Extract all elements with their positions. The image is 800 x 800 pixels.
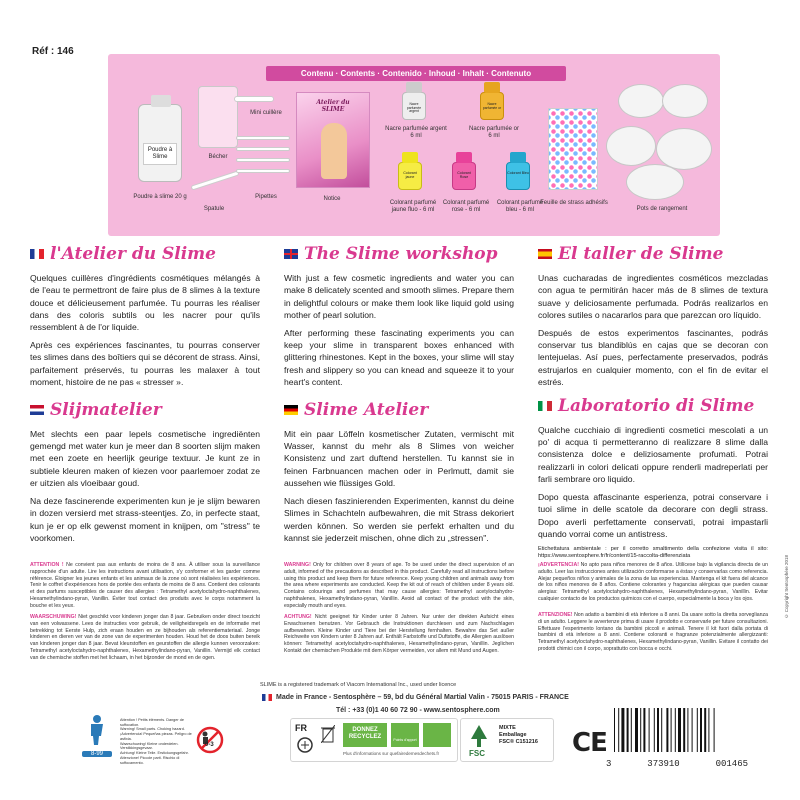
bottle-cap [151, 95, 171, 107]
section-de-title: Slime Atelier [304, 399, 429, 420]
warning-en [284, 562, 514, 609]
notice-label: Notice [323, 196, 341, 202]
mini-spoon [234, 96, 274, 102]
warning-es [538, 562, 768, 603]
warning-fr-text: Ne convient pas aux enfants de moins de 8 ans. À utiliser sous la surveillance rapprochée d'un adulte. Lire les instructions avant utilisation, s'y conformer et les garder comme référence. Éloigner les jeunes enfants et les animaux de la zone où sont réalisées les expériences. Tenir le coffret d'expériences hors de portée des enfants de moins de 8 ans. Contient des colorants et des parfums susceptibles de causer des allergies : Tetramethyl acetyloctahydro-naphthalenes, Hexamethylindano-pyran, Vanillin. Éviter tout contact des produits avec le corps notamment la bouche et les yeux. [30, 562, 260, 609]
warning-es-text: No apto para niños menores de 8 años. Utilícese bajo la vigilancia directa de un adulto. Leer las instrucciones antes utilización conformarse a éstas y conservarlas como referencia. Alejar pequeños niños y animales de la zona de las experiencias. Mantenga el kit fuera del alcance de los niños menores de 8 años. Contiene colorantes y fragancias alérgicas que pueden causar alergias: Tetramethyl acetyloctahydro-naphthalenes, Hexamethylindano-pyran, Vanillin. Evitar cualquier contacto de los productos químicos con el cuerpo, especialmente la boca y los ojos. [538, 562, 768, 602]
barcode-left-digits: 373910 [647, 759, 680, 769]
colorant-bleu-label: Colorant parfumé bleu - 6 ml [496, 200, 544, 213]
fsc-text: FSC [469, 749, 485, 758]
warning-de-label: ACHTUNG! [284, 614, 312, 620]
warning-en-text: Only for children over 8 years of age. To be used under the direct supervision of an adult, informed of the precautions as described in this product. Carefully read all instructions before using this product and keep them for future reference. Keep young children and animals away from the area where experiments are conducted. Keep the kit out of reach of children under 8 years old. Contains colourings and perfumes that may cause allergies: Tetramethyl acetyloctahydro-naphthalenes, Hexamethylindano-pyran, Vanillin. Avoid all contact of the product with the skin, especially mouth and eyes. [284, 562, 514, 609]
section-fr [30, 240, 260, 550]
age-figure-icon [82, 714, 112, 757]
strass-label: Feuille de strass adhésifs [540, 200, 608, 206]
warning-fr-label: ATTENTION ! [30, 562, 64, 568]
warning-nl-label: WAARSCHUWING! [30, 614, 77, 620]
section-es-title: El taller de Slime [558, 244, 724, 264]
flag-es-icon [538, 249, 552, 259]
section-nl-p1: Met slechts een paar lepels cosmetische ingrediënten gemengd met water kun je meer dan 8 soorten slijm maken met een zoete en heerlijk geurige textuur. Je kunt ze in subtiele kleuren maken of kiezen voor paarlemoer zodat ze er uitzien als vloeibaar goud. [30, 429, 260, 488]
warning-de-text: Nicht geeignet für Kinder unter 8 Jahren. Nur unter der direkten Aufsicht eines Erwachsenen benutzen. Vor Gebrauch die Instruktionen durchlesen und zum Nachschlagen aufbewahren. Kleine Kinder und Tiere bei der Herstellung fernhalten. Bewahre das Set außer Reichweite von Kindern unter 8 Jahren auf. Enthält Farbstoffe und Duftstoffe, die Allergien auslösen können: Tetramethyl acetyloctahydro-naphthalenes, Hexamethylindano-pyran, Vanillin. Jeglichen Kontakt der chemischen Produkte mit dem Körper vermeiden, vor allem mit Mund und Augen. [284, 614, 515, 654]
section-nl-title: Slijmatelier [50, 399, 162, 420]
warning-it-label: ATTENZIONE! [538, 612, 573, 618]
colorant-rose-bottle [452, 162, 476, 190]
barcode-bars [604, 706, 750, 754]
made-in-text: Made in France - Sentosphère – 59, bd du Général Martial Valin - 75015 PARIS - FRANCE [276, 694, 569, 701]
bin-icon [321, 725, 335, 743]
storage-pot [618, 84, 664, 118]
colorant-jaune-bottle [398, 162, 422, 190]
nacre-argent-cap [406, 82, 422, 93]
colorant-jaune-bottle-label: Colorant jaune [403, 171, 417, 179]
pipettes-label: Pipettes [255, 194, 277, 200]
nacre-or-bottle-label: Nacre parfumée or [482, 102, 502, 110]
section-fr-title: l'Atelier du Slime [50, 244, 216, 264]
section-es-p2: Después de estos experimentos fascinantes, podrás conservar tus blandiblús en cajas que se decoran con lentejuelas. Así pues, perfectamente preservados, podrás estrujarlos en cualquier momento, con el fin de evitar el estrés. [538, 327, 768, 387]
section-nl-heading [30, 398, 260, 422]
recycle-info [290, 718, 458, 762]
contents-tab: Contenu · Contents · Contenido · Inhoud · Inhalt · Contenuto [266, 66, 566, 81]
colorant-jaune-cap [402, 152, 418, 163]
notice-cover-title: Atelier du SLIME [316, 99, 350, 113]
barcode [604, 706, 750, 770]
pipettes [236, 136, 290, 192]
poudre-bottle-label: Poudre à Slime [143, 143, 177, 165]
beaker [198, 86, 238, 148]
warning-nl-text: Niet geschikt voor kinderen jonger dan 8 jaar. Gebruiken onder direct toezicht van een volwassene. Lees de instructies voor gebruik, de veiligheidsregels en de informatie met betrekking tot Eerste Hulp, zich eraan houden en ze bijhouden als referentiemateriaal. Jonge kinderen en dieren ver van de zone van de experimenten houden. Houd het de doos buiten bereik van kinderen jonger dan 8 jaar. Bevat kleurstoffen en geurstoffen die allergie kunnen veroorzaken: Tetramethyl acetyloctahydro-naphthalenes, Hexamethylindano-pyran, Vanillin. Vermijd elk contact van de chemische stoffen met het lichaam, in het bijzonder de mond en de ogen. [30, 614, 260, 661]
zero-three-label: 0-3 [205, 742, 214, 748]
recycle-link: Plus d'informations sur quefairedemesdechets.fr [343, 751, 440, 756]
age-warning-small: Attention ! Petits éléments. Danger de suffocation. Warning! Small parts. Choking hazard. ¡Advertencia! Pequeñas piezas. Peligro de asfixia. Waarschuwing! Kleine onderdelen. Verstikkingsgevaar. Achtung! Kleine Teile. Erstickungsgefahr. Attenzione! Piccole parti. Rischio di soffocamento. [120, 718, 192, 765]
pots-label: Pots de rangement [636, 206, 688, 212]
flag-nl-icon [30, 405, 44, 415]
section-it-p1: Qualche cucchiaio di ingredienti cosmetici mescolati a un po' di acqua ti permetteranno di realizzare 8 slime dalla consistenza dolce e deliziosamente profumati. Potrai realizzarli in colori delicati oppure renderli madreperlati per farli sembrare oro liquido. [538, 425, 768, 484]
warning-es-label: ¡ADVERTENCIA! [538, 562, 579, 568]
storage-pot [606, 126, 656, 166]
section-it-eco: Etichettatura ambientale : per il corretto smaltimento della confezione visita il sito: https://www.sentosphere.fr/fr/content/15-raccolta-differenziata [538, 545, 768, 560]
section-en-title: The Slime workshop [304, 244, 498, 264]
poudre-label: Poudre à slime 20 g [133, 194, 187, 200]
colorant-bleu-bottle-label: Colorant Bleu [507, 171, 529, 175]
colorant-rose-label: Colorant parfumé rose - 6 ml [442, 200, 490, 213]
warning-de [284, 614, 514, 655]
storage-pot [656, 128, 712, 170]
nacre-argent-bottle-label: Nacre parfumée argent [406, 102, 422, 114]
section-en-p2: After performing these fascinating experiments you can keep your slime in transparent boxes enhanced with glittering rhinestones. Kept in the boxes, your slime will stay fresh and slippery so you can knead and squeeze it to your heart's content. [284, 327, 514, 387]
colorant-jaune-label: Colorant parfumé jaune fluo - 6 ml [389, 200, 437, 213]
storage-pot [626, 164, 684, 200]
section-it-title: Laboratorio di Slime [558, 395, 755, 416]
copyright-vertical: © Copyright Sentosphère 2018 [784, 555, 789, 619]
nacre-or-cap [484, 82, 500, 93]
contact: Tél : +33 (0)1 40 60 72 90 - www.sentosphere.com [336, 707, 500, 714]
section-fr-p1: Quelques cuillères d'ingrédients cosmétiques mélangés à de l'eau te permettront de faire plus de 8 slimes à la texture douce et délicieusement parfumée. Tu pourras les réaliser dans des coloris subtils ou les nacrer pour qu'ils ressemblent à de l'or liquide. [30, 273, 260, 332]
flag-uk-icon [284, 249, 298, 259]
nacre-or-bottle [480, 92, 504, 120]
warning-en-label: WARNING! [284, 562, 311, 568]
triman-sub: Points d'apport [391, 723, 419, 747]
barcode-first-digit: 3 [606, 759, 612, 769]
made-in-france [262, 694, 569, 701]
age-badge: 8-99 [82, 751, 112, 757]
warning-it [538, 612, 768, 653]
section-es-p1: Unas cucharadas de ingredientes cosméticos mezcladas con agua te permitirán hacer más de 8 slimes de textura suave y deliciosamente perfumada. Podrás realizarlos en colores sutiles o nacararlos para que parezcan oro líquido. [538, 273, 768, 320]
becher-label: Bécher [208, 154, 228, 160]
flag-it-icon [538, 401, 552, 411]
section-de-p1: Mit ein paar Löffeln kosmetischer Zutaten, vermischt mit Wasser, kannst du mehr als 8 Slimes von weicher Konsistenz und zart duftend herstellen. Tu kannst sie in feinen Farbnuancen machen oder in Perlmutt, damit sie aussehen wie flüssiges Gold. [284, 429, 514, 488]
fr-tag: FR [295, 723, 307, 733]
warning-nl [30, 614, 260, 661]
colorant-rose-cap [456, 152, 472, 163]
section-es-heading [538, 242, 768, 266]
triman-icon [295, 736, 315, 754]
barcode-right-digits: 001465 [715, 759, 748, 769]
nacre-or-label: Nacre parfumée or 6 ml [468, 126, 520, 139]
section-nl-p2: Na deze fascinerende experimenten kun je je slijm bewaren in dozen versierd met strass-steentjes. Zo, in perfecte staat, kun je er op elk gewenst moment in knijpen, om "stress" te voorkomen. [30, 496, 260, 543]
warning-it-text: Non adatto a bambini di età inferiore a 8 anni. Da usare sotto la diretta sorveglianza di un adulto. Leggere le avvertenze prima di usare il prodotto e conservarle per future consultazioni. Effettuare l'esperimento lontano da bambini piccoli e animali. Tenere il kit fuori dalla portata di bambini di età inferiore a 8 anni. Contiene coloranti e fragranze potenzialmente allergizzanti: Tetramethyl acetyloctahydro-naphthalenes, Hexamethylindano-pyran, Vanillin. Evitare il contatto dei prodotti chimici con il corpo, soprattutto con bocca e occhi. [538, 612, 768, 652]
section-en-p1: With just a few cosmetic ingredients and water you can make 8 delicately scented and smooth slimes. Prepare them in delightful colours or make them look like liquid gold using mother of pearl solution. [284, 273, 514, 320]
section-it-p2: Dopo questa affascinante esperienza, potrai conservare i tuoi slime in delle scatole da decorare con degli strass. Dopo averli perfettamente conservati, potrai impastarli quando vorrai come un antistress. [538, 492, 768, 539]
nacre-argent-label: Nacre parfumée argent 6 ml [385, 126, 447, 139]
triman-label: DONNEZ RECYCLEZ [343, 723, 387, 747]
colorant-rose-bottle-label: Colorant Rose [457, 171, 471, 179]
trademark-notice: SLIME is a registered trademark of Viacom International Inc., used under licence [260, 682, 457, 688]
triman-block [423, 723, 451, 747]
flag-de-icon [284, 405, 298, 415]
fsc-mixte: MIXTE Emballage FSC® C151216 [499, 725, 538, 746]
flag-fr-icon [30, 249, 44, 259]
section-fr-p2: Après ces expériences fascinantes, tu pourras conserver tes slimes dans des boîtiers qui se décorent de strass. Ainsi, parfaitement préservés, tu pourras les malaxer à tout moment, histoire de ne pas « stresser ». [30, 340, 260, 387]
notice-booklet [296, 92, 370, 188]
section-fr-heading [30, 242, 260, 266]
fsc-tree-icon [467, 723, 491, 749]
fsc-logo [460, 718, 554, 762]
section-es [538, 240, 768, 566]
strass-sheet [548, 108, 598, 190]
ref-number: Réf : 146 [32, 46, 74, 57]
section-de-p2: Nach diesen faszinierenden Experimenten, kannst du deine Slimes in Schachteln aufbewahren, die mit Strass dekoriert werden können. So werden sie perfekt erhalten und du kannst sie jederzeit mischen, ohne dich zu „stressen". [284, 496, 514, 543]
flag-fr-icon [262, 694, 272, 701]
no-under-3-icon [196, 726, 224, 754]
colorant-bleu-cap [510, 152, 526, 163]
nacre-argent-bottle [402, 92, 426, 120]
girl-figure [321, 123, 347, 179]
poudre-bottle [138, 104, 182, 182]
section-it-heading [538, 394, 768, 418]
section-en-heading [284, 242, 514, 266]
storage-pot [662, 84, 708, 118]
mini-cuillere-label: Mini cuillère [250, 110, 282, 116]
section-en [284, 240, 514, 550]
ce-mark: CE [572, 728, 607, 758]
section-de-heading [284, 398, 514, 422]
spatule-label: Spatule [203, 206, 225, 212]
colorant-bleu-bottle [506, 162, 530, 190]
warning-fr [30, 562, 260, 609]
